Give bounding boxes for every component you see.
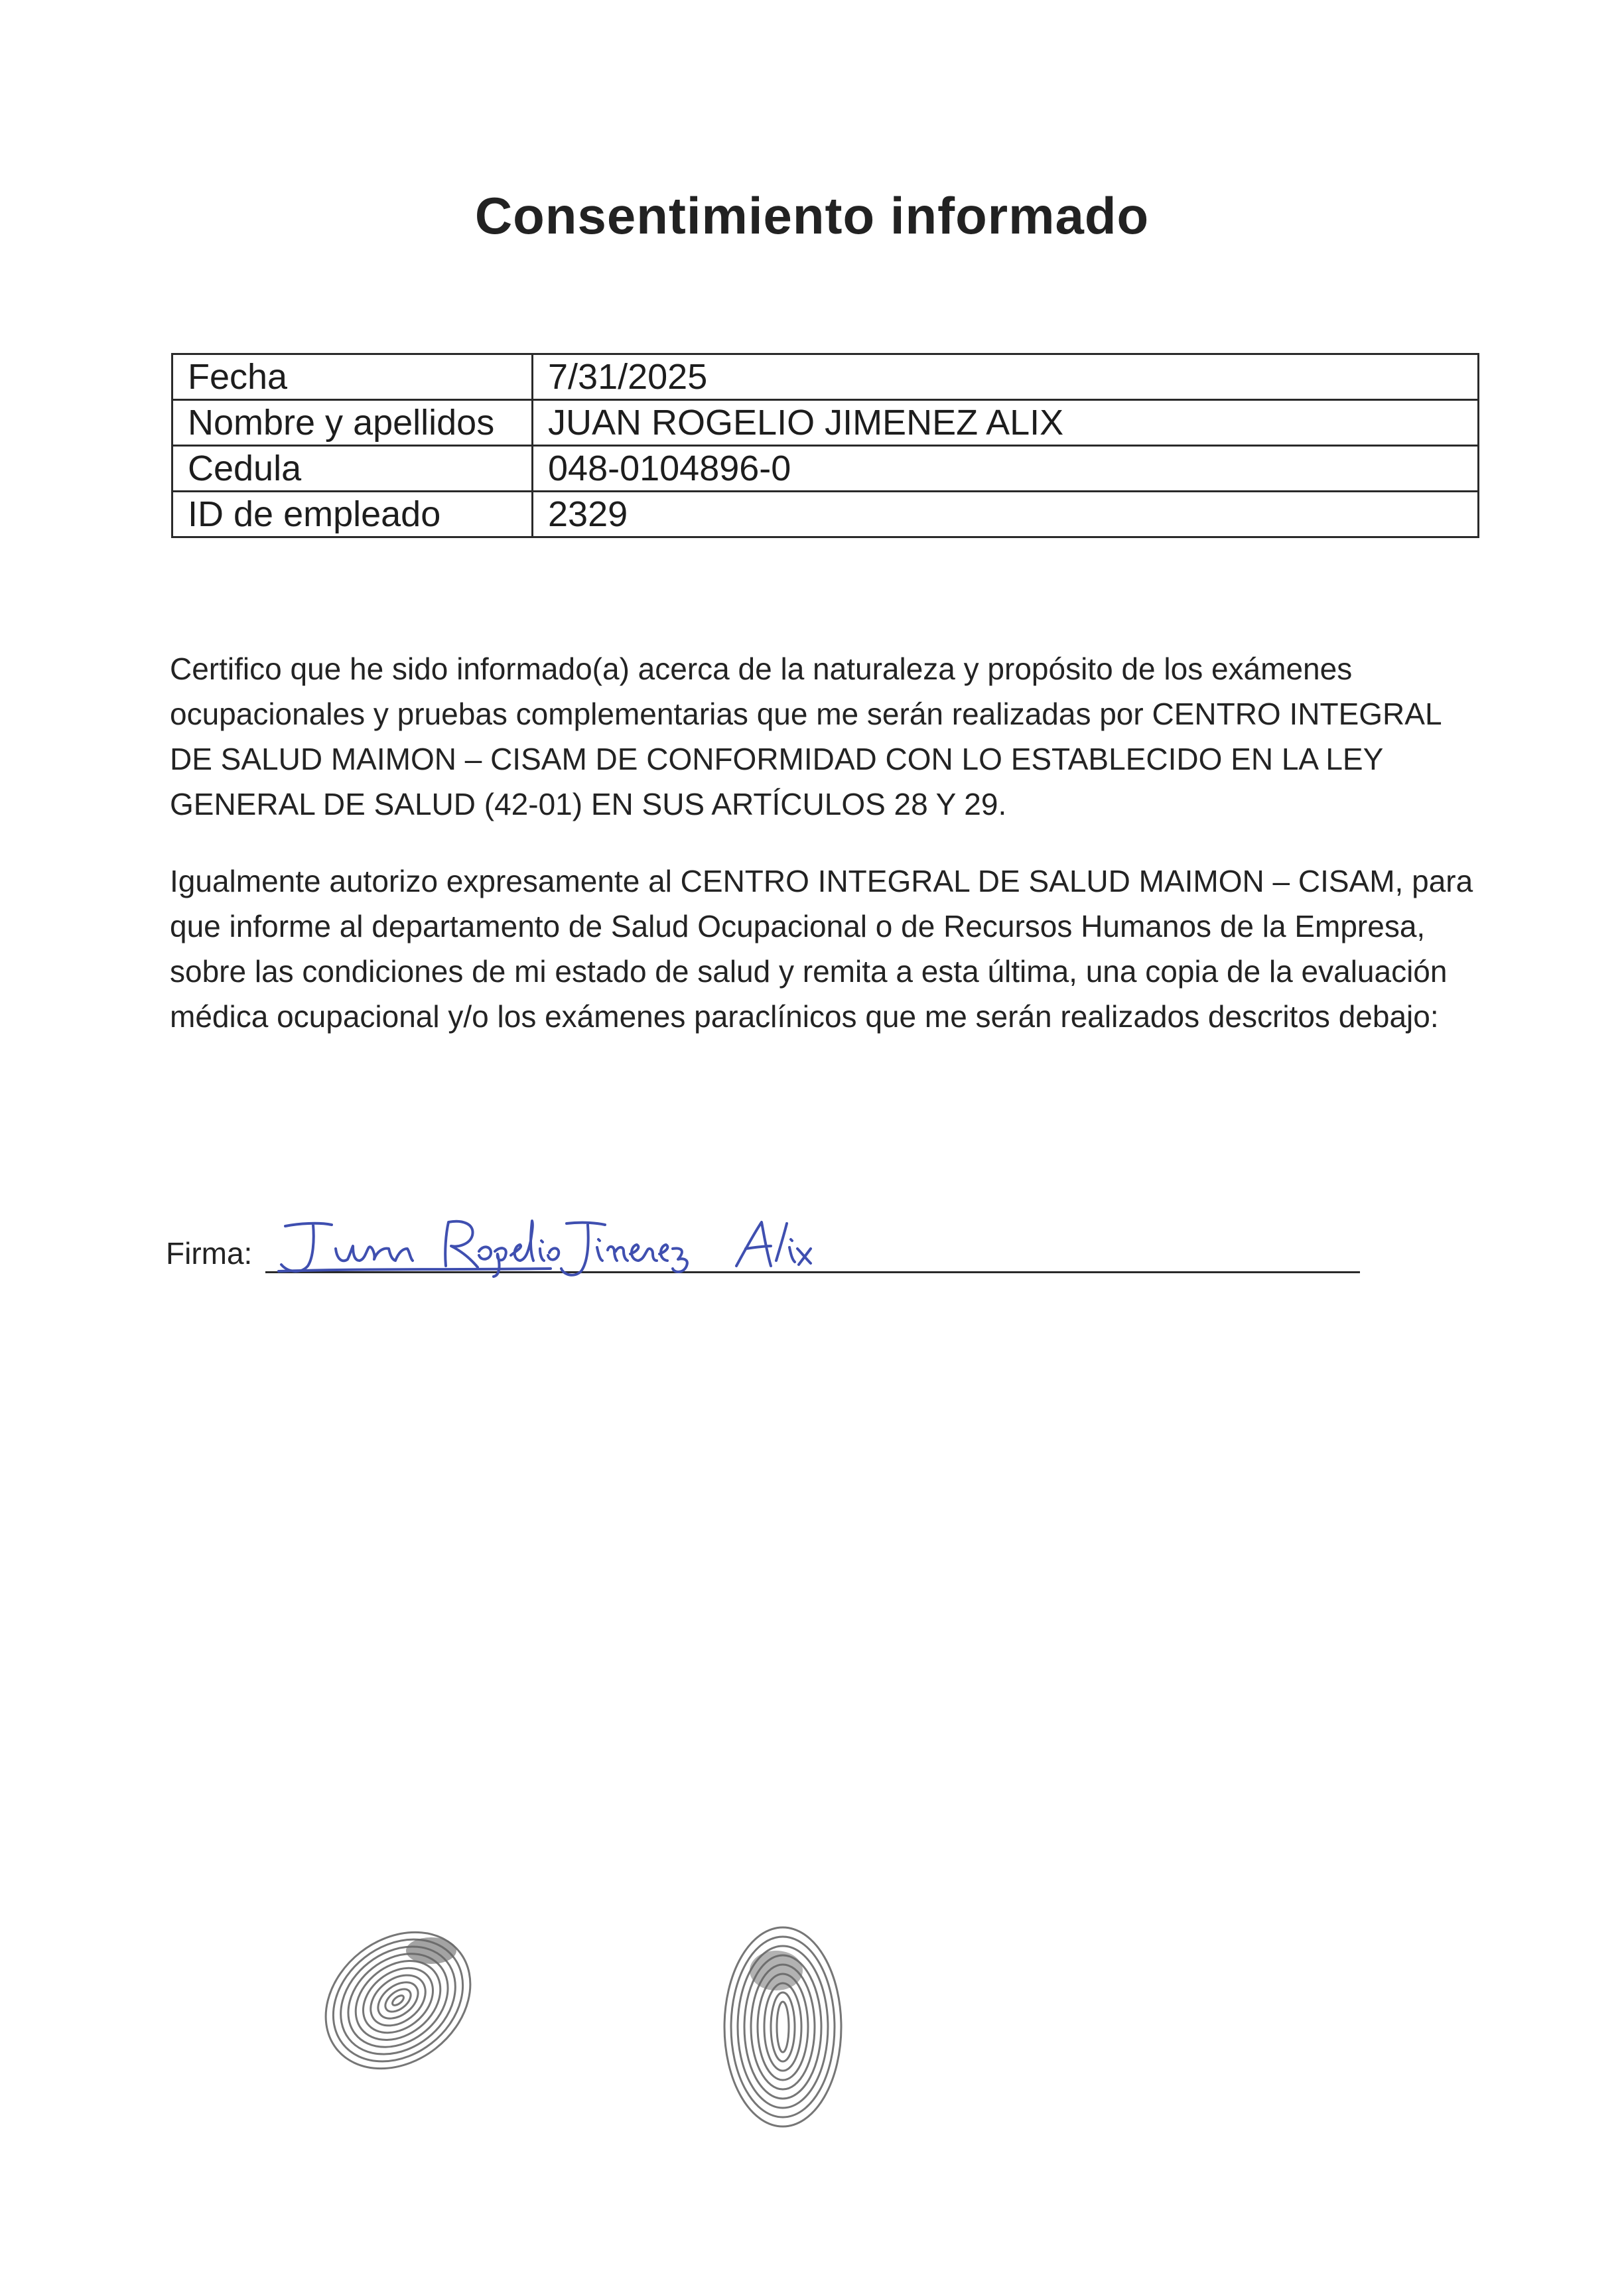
employee-id-value: 2329: [533, 492, 1479, 537]
signature-label: Firma:: [166, 1236, 253, 1271]
cedula-label: Cedula: [172, 446, 533, 492]
table-row: [172, 492, 1479, 537]
authorization-paragraph: Igualmente autorizo expresamente al CENTRO INTEGRAL DE SALUD MAIMON – CISAM, para que informe al departamento de Salud Ocupacional o de Recursos Humanos de la Empresa, sobre las condiciones de mi estado de salud y remita a esta última, una copia de la evaluación médica ocupacional y/o los exámenes paraclínicos que me serán realizados descritos debajo:: [170, 864, 1473, 1034]
handwritten-signature-icon: [272, 1208, 1002, 1281]
right-fingerprint-icon: [716, 1917, 849, 2136]
left-fingerprint-icon: [305, 1904, 491, 2097]
nombre-value: JUAN ROGELIO JIMENEZ ALIX: [533, 400, 1479, 446]
table-row: [172, 446, 1479, 492]
employee-info-table: [171, 353, 1479, 538]
cedula-value: 048-0104896-0: [533, 446, 1479, 492]
table-row: [172, 400, 1479, 446]
certification-paragraph: Certifico que he sido informado(a) acerca de la naturaleza y propósito de los exámenes ocupacionales y pruebas complementarias que me serán realizadas por CENTRO INTEGRAL DE SALUD MAIMON – CISAM DE CONFORMIDAD CON LO ESTABLECIDO EN LA LEY GENERAL DE SALUD (42-01) EN SUS ARTÍCULOS 28 Y 29.: [170, 652, 1441, 821]
fecha-value: 7/31/2025: [533, 354, 1479, 400]
signature-block: [166, 1208, 1201, 1281]
page-title: Consentimiento informado: [474, 186, 1150, 245]
nombre-label: Nombre y apellidos: [172, 400, 533, 446]
table-row: [172, 354, 1479, 400]
employee-id-label: ID de empleado: [172, 492, 533, 537]
fecha-label: Fecha: [172, 354, 533, 400]
